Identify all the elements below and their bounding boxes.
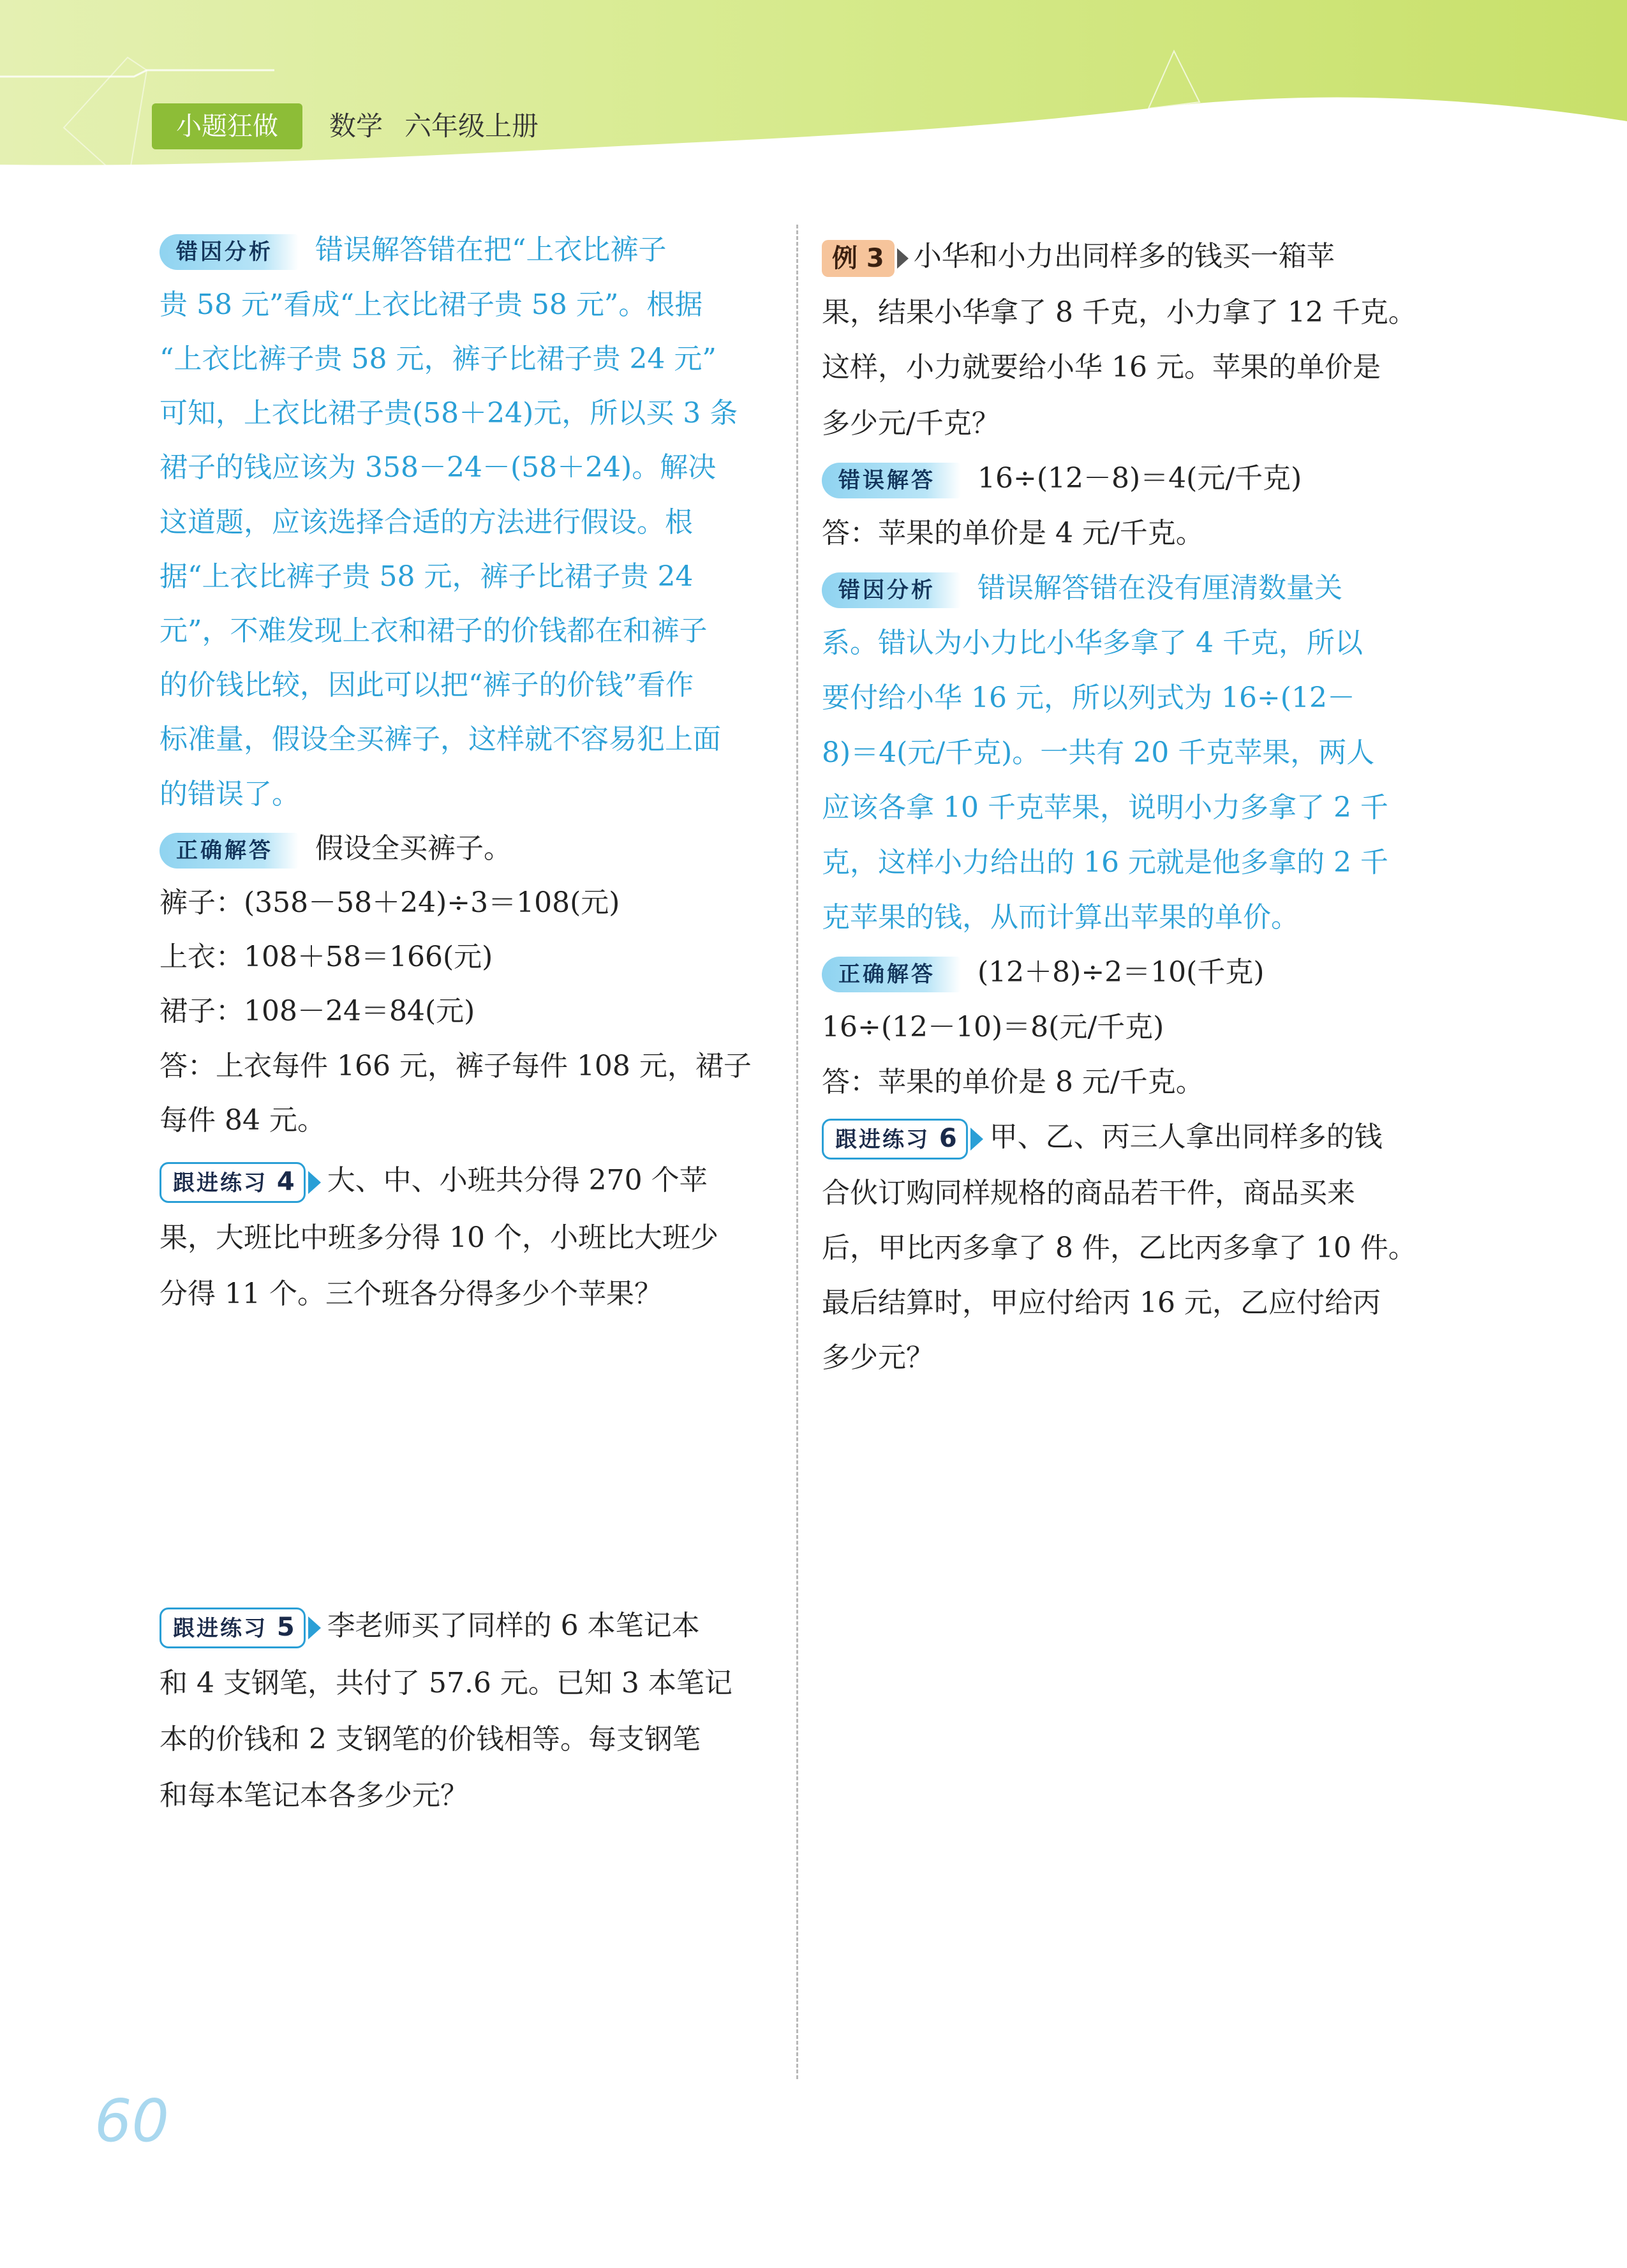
analysis-tag: 错因分析	[822, 572, 961, 608]
practice-line: 李老师买了同样的 6 本笔记本	[327, 1609, 700, 1642]
triangle-arrow-icon	[970, 1128, 983, 1151]
grade-label: 六年级上册	[405, 110, 539, 142]
practice-4-tag: 跟进练习 4	[160, 1162, 306, 1203]
practice-4	[160, 1161, 708, 1203]
analysis-line: 要付给小华 16 元，所以列式为 16÷(12－	[822, 682, 1355, 714]
correct-line: 答：上衣每件 166 元，裤子每件 108 元，裙子	[160, 1050, 752, 1082]
correct-line: 裙子：108－24＝84(元)	[160, 995, 475, 1027]
triangle-arrow-icon	[897, 248, 909, 269]
example-line: 这样，小力就要给小华 16 元。苹果的单价是	[822, 351, 1381, 384]
practice-line: 果，大班比中班多分得 10 个，小班比大班少	[160, 1221, 718, 1254]
header-subject	[329, 103, 560, 149]
wrong-answer: 答：苹果的单价是 4 元/千克。	[822, 517, 1204, 549]
practice-line: 分得 11 个。三个班各分得多少个苹果？	[160, 1278, 662, 1310]
analysis-line: 8)＝4(元/千克)。一共有 20 千克苹果，两人	[822, 736, 1375, 769]
right-correct-heading	[822, 953, 1265, 992]
practice-line: 大、中、小班共分得 270 个苹	[327, 1164, 708, 1197]
triangle-arrow-icon	[308, 1616, 321, 1639]
analysis-line: 可知，上衣比裙子贵(58＋24)元，所以买 3 条	[160, 397, 738, 429]
analysis-line: 错误解答错在没有厘清数量关	[977, 572, 1342, 604]
correct-line: (12＋8)÷2＝10(千克)	[977, 956, 1265, 989]
analysis-line: 克，这样小力给出的 16 元就是他多拿的 2 千	[822, 846, 1388, 879]
triangle-arrow-icon	[308, 1171, 321, 1194]
page-number: 60	[94, 2087, 170, 2155]
wrong-line: 16÷(12－8)＝4(元/千克)	[977, 462, 1302, 495]
example-line: 小华和小力出同样多的钱买一箱苹	[913, 240, 1335, 272]
analysis-tag: 错因分析	[160, 234, 299, 270]
correct-line: 答：苹果的单价是 8 元/千克。	[822, 1066, 1204, 1098]
left-analysis-heading	[160, 231, 667, 270]
practice-6	[822, 1118, 1383, 1160]
correct-line: 裤子：(358－58＋24)÷3＝108(元)	[160, 886, 620, 919]
practice-line: 和每本笔记本各多少元？	[160, 1779, 468, 1812]
analysis-line: 克苹果的钱，从而计算出苹果的单价。	[822, 901, 1299, 934]
practice-line: 多少元？	[822, 1341, 934, 1374]
analysis-line: 应该各拿 10 千克苹果，说明小力多拿了 2 千	[822, 791, 1388, 824]
practice-line: 本的价钱和 2 支钢笔的价钱相等。每支钢笔	[160, 1723, 701, 1756]
example-3	[822, 237, 1335, 277]
analysis-line: 系。错认为小力比小华多拿了 4 千克，所以	[822, 627, 1363, 659]
analysis-line: 元”，不难发现上衣和裙子的价钱都在和裤子	[160, 615, 708, 647]
analysis-line: “上衣比裤子贵 58 元，裤子比裙子贵 24 元”	[160, 343, 717, 375]
correct-line: 上衣：108＋58＝166(元)	[160, 941, 493, 973]
analysis-line: 错误解答错在把“上衣比裤子	[315, 234, 667, 266]
analysis-line: 这道题，应该选择合适的方法进行假设。根	[160, 506, 693, 539]
analysis-line: 标准量，假设全买裤子，这样就不容易犯上面	[160, 723, 721, 756]
subject-label: 数学	[329, 110, 383, 142]
correct-line: 16÷(12－10)＝8(元/千克)	[822, 1011, 1164, 1043]
correct-tag: 正确解答	[160, 833, 299, 869]
example-3-tag: 例 3	[822, 240, 895, 277]
analysis-line: 据“上衣比裤子贵 58 元，裤子比裙子贵 24	[160, 560, 694, 593]
correct-line: 假设全买裤子。	[315, 832, 512, 865]
brand-badge: 小题狂做	[152, 103, 302, 149]
analysis-line: 裙子的钱应该为 358－24－(58＋24)。解决	[160, 451, 717, 484]
practice-line: 最后结算时，甲应付给丙 16 元，乙应付给丙	[822, 1287, 1381, 1319]
column-divider	[796, 225, 798, 2079]
left-correct-heading	[160, 830, 512, 869]
wrong-tag: 错误解答	[822, 463, 961, 498]
right-analysis-heading	[822, 569, 1342, 608]
practice-line: 甲、乙、丙三人拿出同样多的钱	[989, 1121, 1383, 1153]
example-line: 多少元/千克？	[822, 407, 1000, 440]
practice-5	[160, 1607, 700, 1648]
practice-5-tag: 跟进练习 5	[160, 1608, 306, 1648]
right-wrong-heading	[822, 459, 1302, 498]
practice-line: 后，甲比丙多拿了 8 件，乙比丙多拿了 10 件。	[822, 1232, 1416, 1264]
practice-line: 和 4 支钢笔，共付了 57.6 元。已知 3 本笔记	[160, 1667, 732, 1699]
analysis-line: 的价钱比较，因此可以把“裤子的价钱”看作	[160, 669, 694, 701]
analysis-line: 的错误了。	[160, 778, 300, 810]
practice-6-tag: 跟进练习 6	[822, 1119, 968, 1160]
correct-line: 每件 84 元。	[160, 1104, 325, 1137]
analysis-line: 贵 58 元”看成“上衣比裙子贵 58 元”。根据	[160, 288, 703, 321]
practice-line: 合伙订购同样规格的商品若干件，商品买来	[822, 1177, 1355, 1209]
example-line: 果，结果小华拿了 8 千克，小力拿了 12 千克。	[822, 296, 1416, 329]
correct-tag: 正确解答	[822, 957, 961, 992]
